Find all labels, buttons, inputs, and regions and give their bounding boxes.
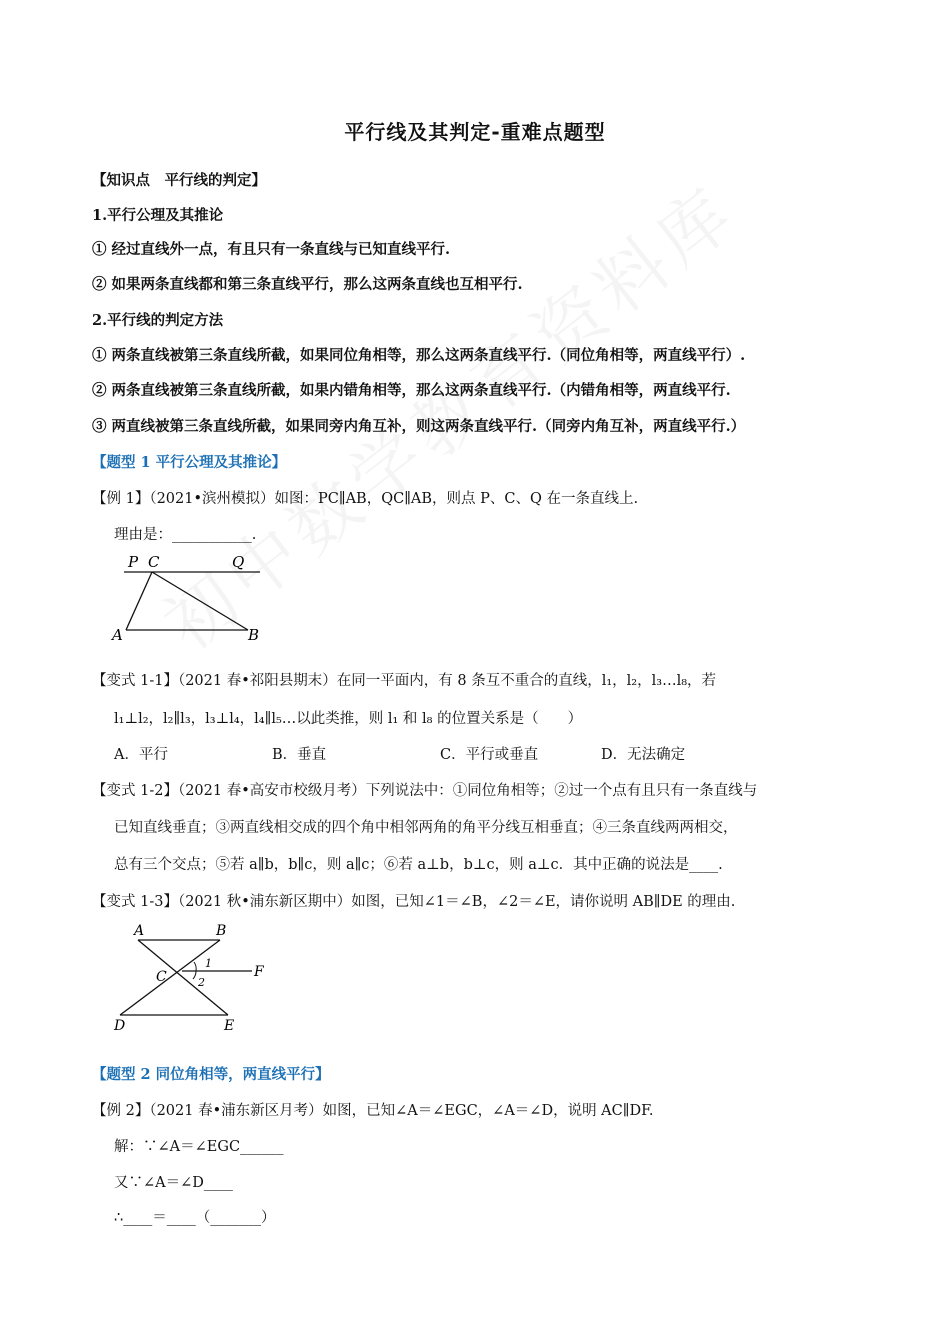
option-b: B．垂直 bbox=[272, 747, 327, 763]
example2-step3: ∴____＝____（_______） bbox=[114, 1210, 276, 1226]
label-c: C bbox=[156, 969, 167, 985]
variant12-question-cont2: 总有三个交点；⑤若 a∥b，b∥c，则 a∥c；⑥若 a⊥b，b⊥c，则 a⊥c．其中正确的说法是____. bbox=[114, 857, 723, 873]
label-q: Q bbox=[232, 553, 245, 571]
figure-pc-qc-ab bbox=[108, 550, 268, 645]
variant12-question: 【变式 1-2】（2021 春•高安市校级月考）下列说法中：①同位角相等；②过一个点有且只有一条直线与 bbox=[92, 783, 758, 799]
label-d: D bbox=[114, 1018, 126, 1034]
variant11-question: 【变式 1-1】（2021 春•祁阳县期末）在同一平面内，有 8 条互不重合的直线，l₁，l₂，l₃…l₈，若 bbox=[92, 673, 717, 689]
example2-step1: 解：∵∠A＝∠EGC______ bbox=[114, 1139, 284, 1155]
example1-reason-blank: 理由是：___________. bbox=[114, 527, 257, 543]
variant12-question-cont1: 已知直线垂直；③两直线相交成的四个角中相邻两角的角平分线互相垂直；④三条直线两两相交， bbox=[114, 820, 738, 836]
example2-step2: 又∵∠A＝∠D____ bbox=[114, 1175, 233, 1191]
type1-heading: 【题型 1 平行公理及其推论】 bbox=[92, 454, 287, 471]
option-a: A．平行 bbox=[114, 747, 168, 763]
section2-title: 2.平行线的判定方法 bbox=[92, 312, 224, 329]
option-d: D．无法确定 bbox=[601, 747, 686, 763]
variant11-question-cont: l₁⊥l₂，l₂∥l₃，l₃⊥l₄，l₄∥l₅…以此类推，则 l₁ 和 l₈ 的位置关系是（ ） bbox=[114, 711, 583, 727]
type2-heading: 【题型 2 同位角相等，两直线平行】 bbox=[92, 1066, 330, 1083]
example2-question: 【例 2】（2021 春•浦东新区月考）如图，已知∠A＝∠EGC，∠A＝∠D，说明 AC∥DF. bbox=[92, 1103, 654, 1119]
option-c: C．平行或垂直 bbox=[440, 747, 539, 763]
example1-question: 【例 1】（2021•滨州模拟）如图：PC∥AB，QC∥AB，则点 P、C、Q 在一条直线上. bbox=[92, 491, 639, 507]
section2-item2: ② 两条直线被第三条直线所截，如果内错角相等，那么这两条直线平行.（内错角相等，两直线平行. bbox=[92, 382, 731, 399]
label-a: A bbox=[112, 626, 123, 644]
label-p: P bbox=[128, 553, 139, 571]
section2-item3: ③ 两直线被第三条直线所截，如果同旁内角互补，则这两条直线平行.（同旁内角互补，两直线平行.） bbox=[92, 418, 746, 435]
angle-1-label: 1 bbox=[205, 957, 212, 970]
section1-title: 1.平行公理及其推论 bbox=[92, 207, 224, 224]
section1-item2: ② 如果两条直线都和第三条直线平行，那么这两条直线也互相平行. bbox=[92, 276, 523, 293]
variant13-question: 【变式 1-3】（2021 秋•浦东新区期中）如图，已知∠1＝∠B，∠2＝∠E，请你说明 AB∥DE 的理由. bbox=[92, 894, 736, 910]
angle-2-label: 2 bbox=[198, 976, 205, 989]
label-b: B bbox=[216, 923, 227, 939]
label-f: F bbox=[254, 964, 264, 980]
page-title: 平行线及其判定-重难点题型 bbox=[344, 120, 606, 144]
label-a: A bbox=[134, 923, 145, 939]
section1-item1: ① 经过直线外一点，有且只有一条直线与已知直线平行. bbox=[92, 241, 451, 258]
label-e: E bbox=[224, 1018, 235, 1034]
knowledge-header: 【知识点 平行线的判定】 bbox=[92, 172, 266, 189]
figure-ab-de-parallel bbox=[108, 920, 278, 1040]
section2-item1: ① 两条直线被第三条直线所截，如果同位角相等，那么这两条直线平行.（同位角相等，两直线平行）. bbox=[92, 347, 746, 364]
label-c: C bbox=[148, 553, 160, 571]
label-b: B bbox=[248, 626, 260, 644]
